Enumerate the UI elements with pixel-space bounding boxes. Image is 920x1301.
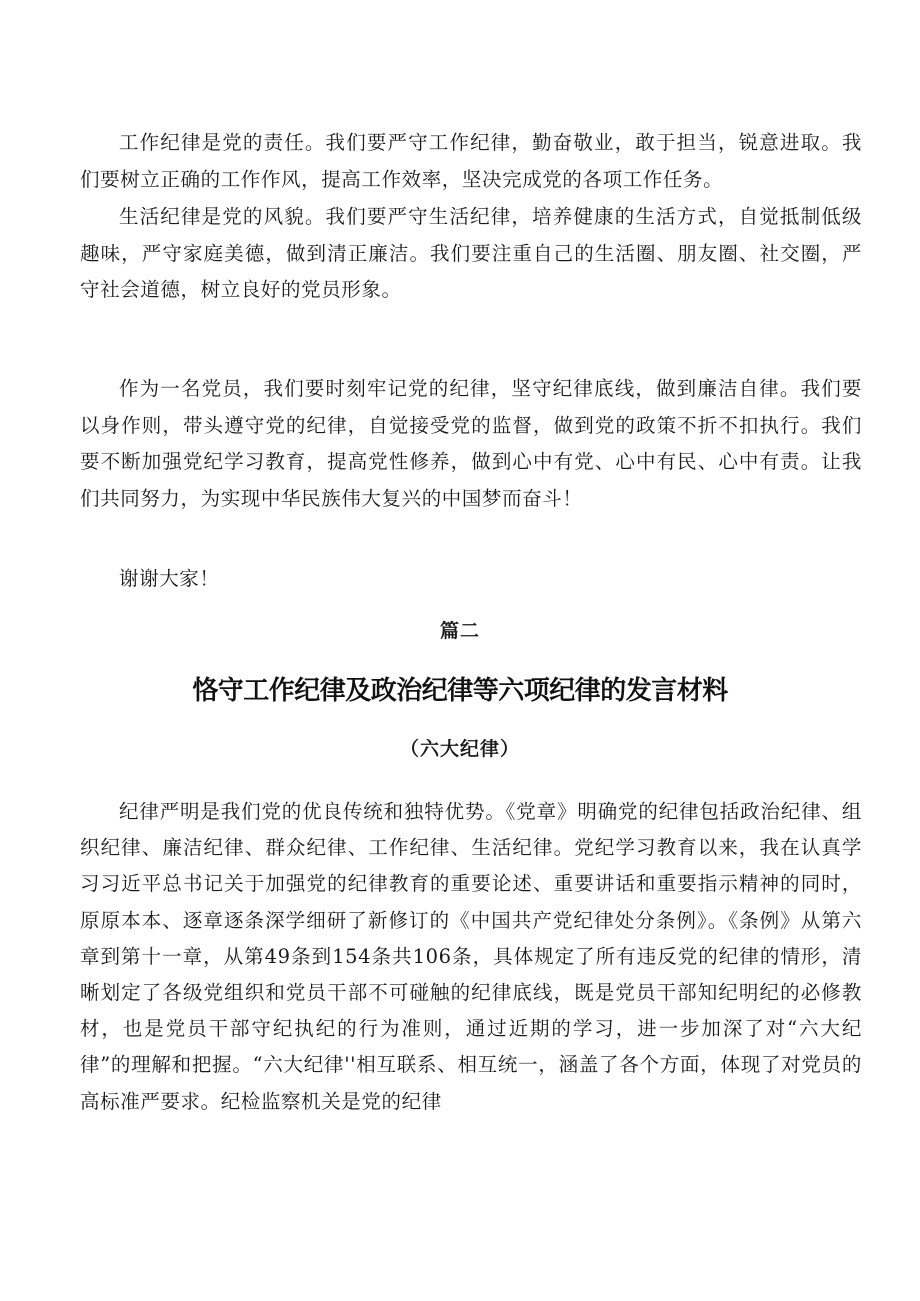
- section-label: 篇二: [439, 620, 480, 642]
- document-subtitle: （六大纪律）: [399, 738, 520, 760]
- paragraph-discipline-intro: 纪律严明是我们党的优良传统和独特优势。《党章》明确党的纪律包括政治纪律、组织纪律、廉洁纪律、群众纪律、工作纪律、生活纪律。党纪学习教育以来，我在认真学习习近平总书记关于加强党的纪律教育的重要论述、重要讲话和重要指示精神的同时，原原本本、逐章逐条深学细研了新修订的《中国共产党纪律处分条例》。《条例》从第六章到第十一章，从第49条到154条共106条，具体规定了所有违反党的纪律的情形，清晰划定了各级党组织和党员干部不可碰触的纪律底线，既是党员干部知纪明纪的必修教材，也是党员干部守纪执纪的行为准则，通过近期的学习，进一步加深了对“六大纪律”的理解和把握。“六大纪律''相互联系、相互统一，涵盖了各个方面，体现了对党员的高标准严要求。纪检监察机关是党的纪律: [80, 800, 862, 1113]
- paragraph-thanks: 谢谢大家！: [119, 567, 220, 590]
- document-title: 恪守工作纪律及政治纪律等六项纪律的发言材料: [192, 676, 728, 706]
- paragraph-life-discipline: 生活纪律是党的风貌。我们要严守生活纪律，培养健康的生活方式，自觉抵制低级趣味，严守家庭美德，做到清正廉洁。我们要注重自己的生活圈、朋友圈、社交圈，严守社会道德，树立良好的党员形象。: [80, 205, 862, 301]
- paragraph-work-discipline: 工作纪律是党的责任。我们要严守工作纪律，勤奋敬业，敢于担当，锐意进取。我们要树立正确的工作作风，提高工作效率，坚决完成党的各项工作任务。: [80, 131, 862, 191]
- paragraph-party-member-commitment: 作为一名党员，我们要时刻牢记党的纪律，坚守纪律底线，做到廉洁自律。我们要以身作则，带头遵守党的纪律，自觉接受党的监督，做到党的政策不折不扣执行。我们要不断加强党纪学习教育，提高党性修养，做到心中有党、心中有民、心中有责。让我们共同努力，为实现中华民族伟大复兴的中国梦而奋斗！: [80, 377, 862, 510]
